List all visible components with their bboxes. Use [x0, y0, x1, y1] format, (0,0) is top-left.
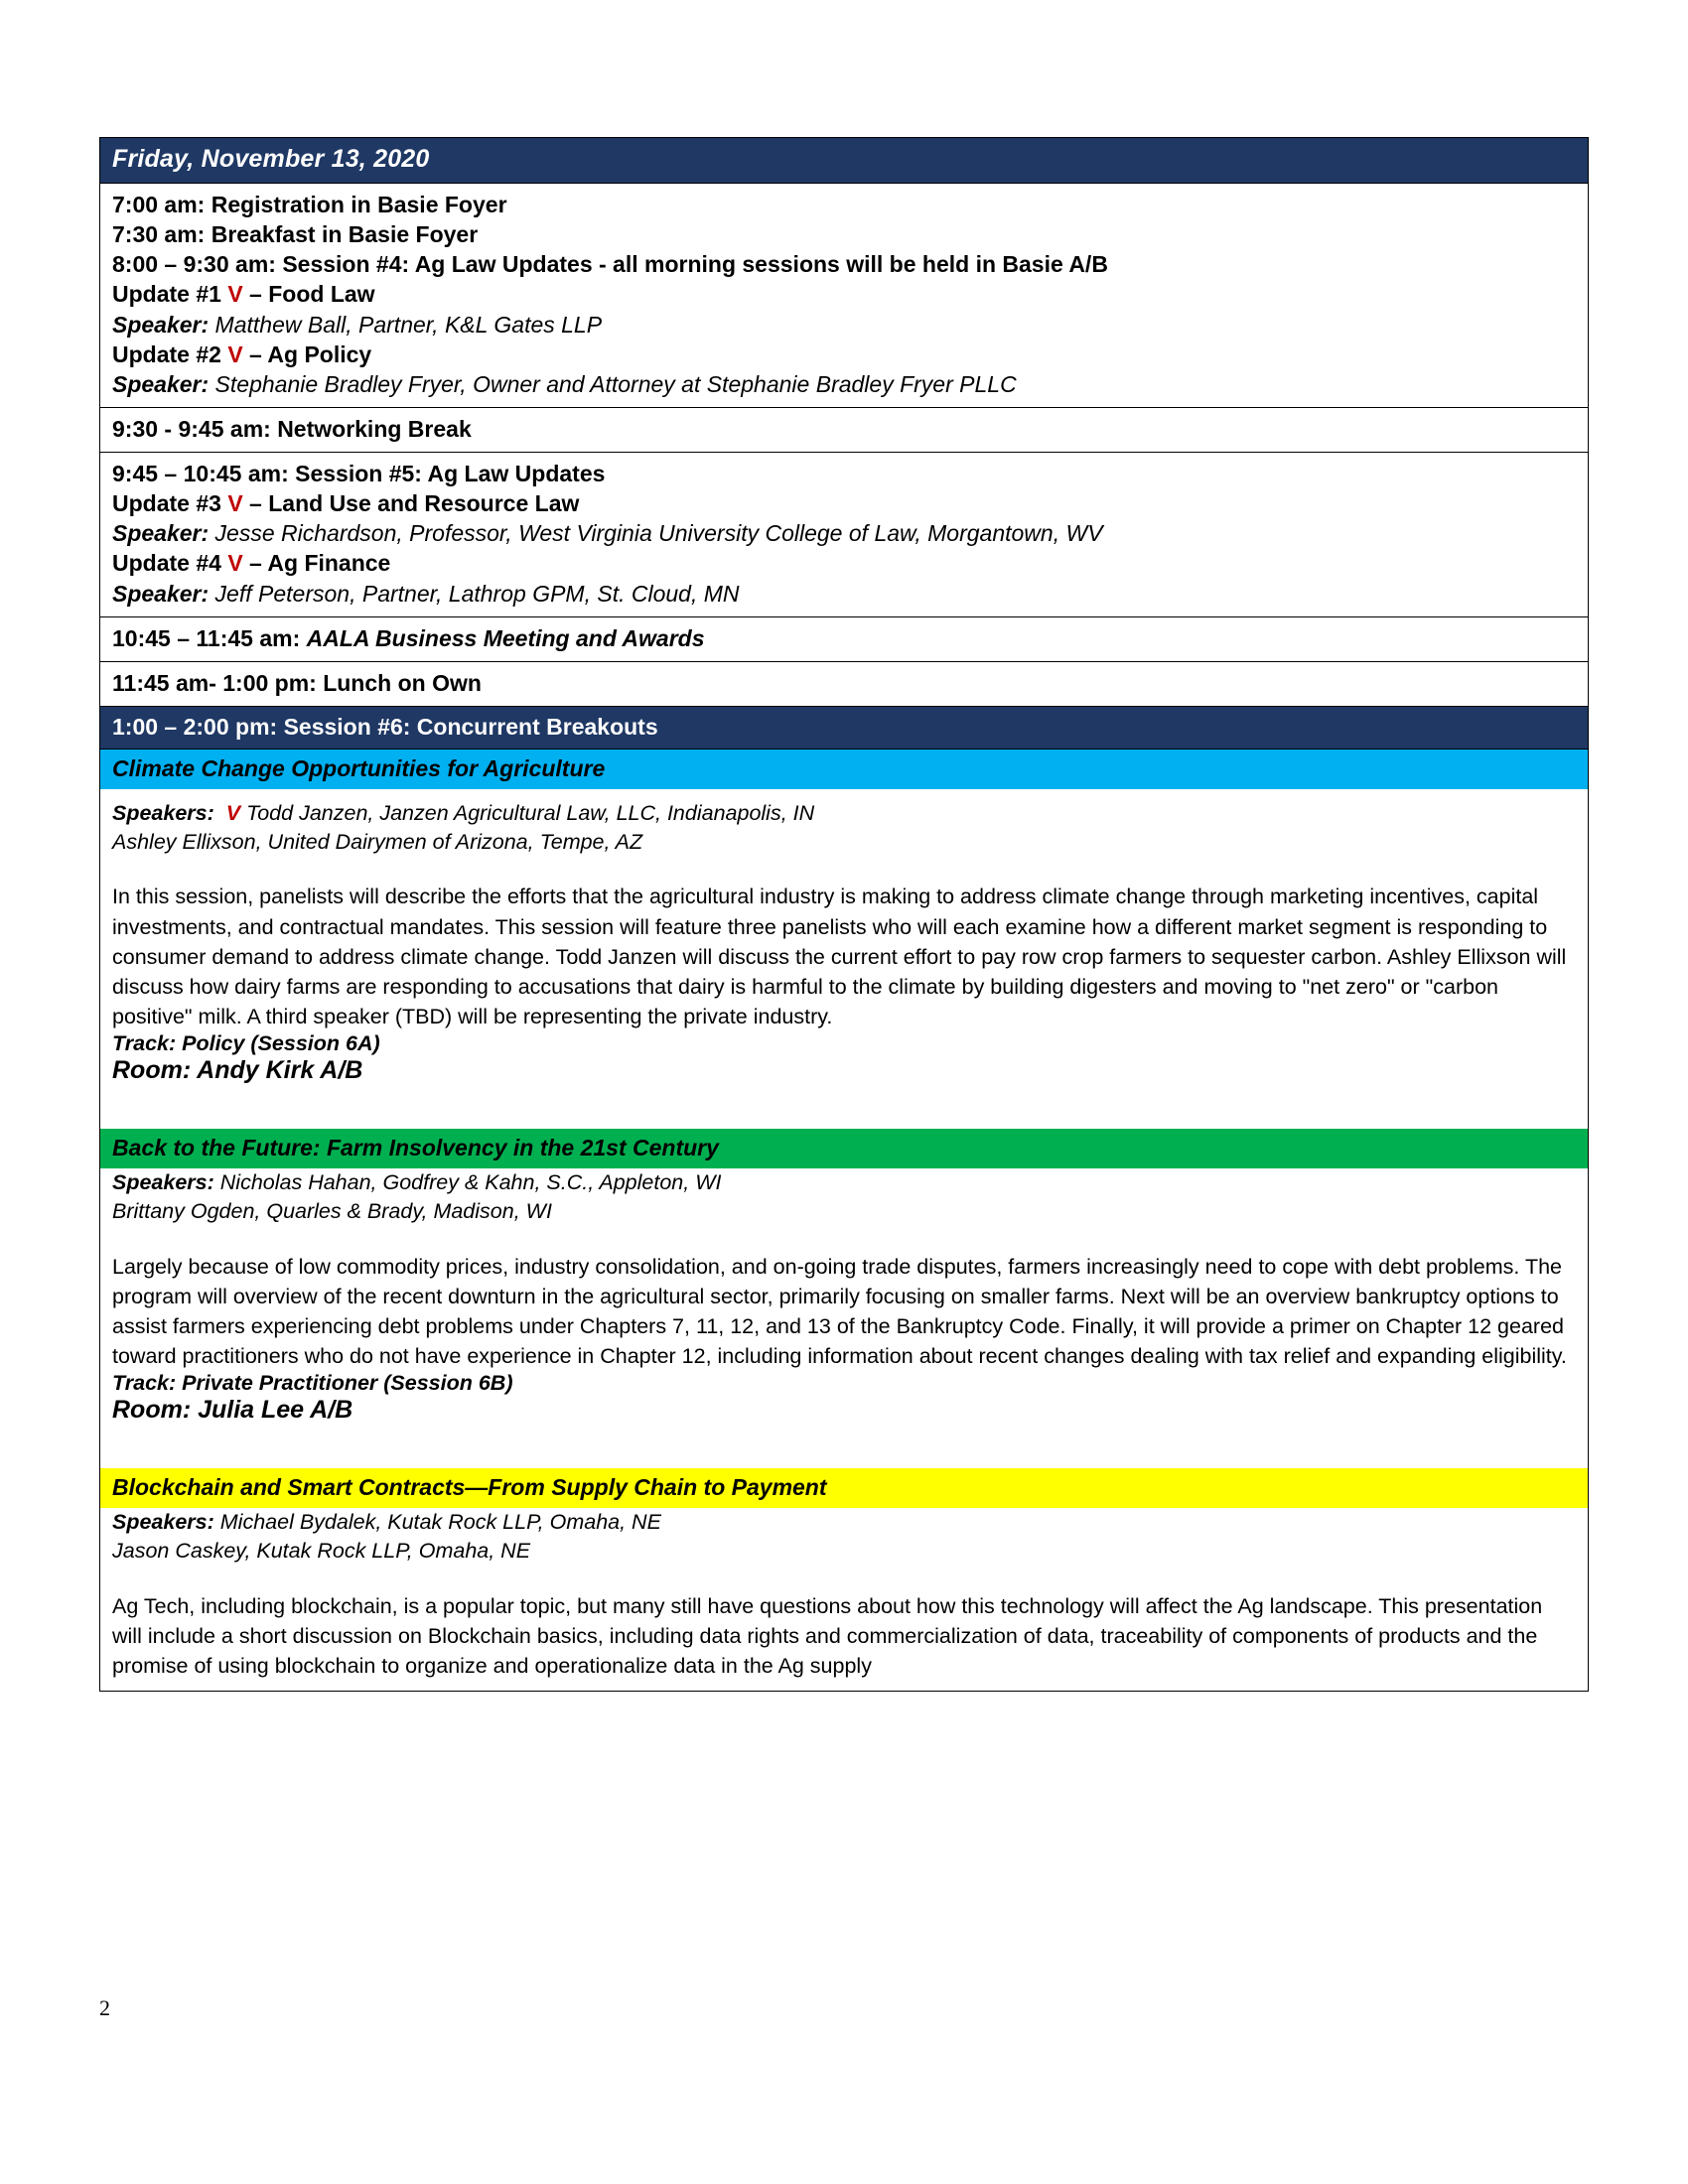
- speakers-line: [100, 1508, 1588, 1537]
- update-label: Update #4: [112, 550, 228, 577]
- day-header: Friday, November 13, 2020: [100, 138, 1588, 183]
- virtual-marker-icon: V: [225, 800, 241, 825]
- virtual-marker-icon: V: [227, 490, 243, 517]
- speakers-line: Ashley Ellixson, United Dairymen of Arizona, Tempe, AZ: [112, 829, 643, 854]
- speakers-line: [100, 1168, 1588, 1197]
- speakers-line: Jason Caskey, Kutak Rock LLP, Omaha, NE: [112, 1538, 531, 1563]
- table-row: [100, 184, 1589, 408]
- spacer: [100, 1425, 1588, 1468]
- breakout-title-farm-insolvency: Back to the Future: Farm Insolvency in the 21st Century: [100, 1129, 1588, 1168]
- morning-block-1: [100, 184, 1589, 408]
- update-title: – Ag Policy: [242, 341, 372, 367]
- agenda-line: [112, 310, 1578, 340]
- speakers-label: Speakers:: [112, 800, 214, 825]
- speakers-line: [100, 799, 1588, 828]
- speaker-name: Jesse Richardson, Professor, West Virginia University College of Law, Morgantown, WV: [209, 520, 1103, 547]
- agenda-table: [99, 137, 1589, 1692]
- agenda-line: [112, 518, 1578, 548]
- breakout-track: Track: Policy (Session 6A): [112, 1030, 380, 1055]
- spacer: [100, 789, 1588, 799]
- business-meeting-content: [100, 617, 1588, 661]
- breakout-cell-climate-change: [100, 749, 1589, 1691]
- breakout-room: Room: Andy Kirk A/B: [112, 1055, 363, 1084]
- agenda-line: [112, 488, 1578, 518]
- speakers-label: Speakers:: [112, 1169, 214, 1194]
- business-meeting-cell: [100, 616, 1589, 661]
- agenda-line: [112, 369, 1578, 399]
- breakout-room: Room: Julia Lee A/B: [112, 1395, 353, 1424]
- morning-block-2: [100, 453, 1589, 617]
- morning-block-1-content: [100, 184, 1588, 407]
- speaker-name: Jeff Peterson, Partner, Lathrop GPM, St. Cloud, MN: [209, 580, 740, 607]
- table-row: [100, 453, 1589, 617]
- agenda-line: [112, 579, 1578, 609]
- event-title: AALA Business Meeting and Awards: [306, 624, 705, 651]
- breakout-description: Largely because of low commodity prices, industry consolidation, and on-going trade disputes, farmers increasingly need to cope with debt problems. The program will overview of the recent downturn in the agricultural sector, primarily focusing on smaller farms. Next will be an overview bankruptcy options to assist farmers experiencing debt problems under Chapters 7, 11, 12, and 13 of the Bankruptcy Code. Finally, it will provide a primer on Chapter 12 geared toward practitioners who do not have experience in Chapter 12, including information about recent changes dealing with tax relief and expanding eligibility.: [112, 1254, 1567, 1368]
- day-header-cell: [100, 138, 1589, 184]
- update-title: – Ag Finance: [242, 550, 391, 577]
- agenda-line: [112, 340, 1578, 369]
- agenda-line: 7:30 am: Breakfast in Basie Foyer: [112, 221, 479, 248]
- time-label: 10:45 – 11:45 am:: [112, 624, 307, 651]
- spacer: [100, 856, 1588, 882]
- table-row: [100, 407, 1589, 452]
- speaker-label: Speaker:: [112, 311, 210, 338]
- update-label: Update #3: [112, 490, 228, 517]
- table-row-session-bar: [100, 706, 1589, 749]
- agenda-line: 7:00 am: Registration in Basie Foyer: [112, 192, 507, 217]
- agenda-line: [112, 548, 1578, 578]
- agenda-table-body: [100, 138, 1589, 1692]
- networking-break-cell: [100, 407, 1589, 452]
- agenda-line: [112, 279, 1578, 309]
- speaker-label: Speaker:: [112, 370, 210, 397]
- virtual-marker-icon: V: [227, 341, 243, 367]
- table-row: [100, 661, 1589, 706]
- speaker-label: Speaker:: [112, 520, 210, 547]
- agenda-line: 9:30 - 9:45 am: Networking Break: [112, 415, 472, 442]
- agenda-line: 8:00 – 9:30 am: Session #4: Ag Law Updates - all morning sessions will be held in Basie A/B: [112, 251, 1108, 278]
- networking-break-content: [100, 408, 1588, 452]
- speaker-name: Todd Janzen, Janzen Agricultural Law, LLC, Indianapolis, IN: [240, 800, 815, 825]
- speaker-name: Matthew Ball, Partner, K&L Gates LLP: [209, 311, 603, 338]
- session-header: 1:00 – 2:00 pm: Session #6: Concurrent Breakouts: [100, 707, 1588, 749]
- table-row-breakout: [100, 749, 1589, 1691]
- speaker-label: Speaker:: [112, 580, 210, 607]
- speaker-name: Stephanie Bradley Fryer, Owner and Attorney at Stephanie Bradley Fryer PLLC: [209, 370, 1017, 397]
- table-row: [100, 616, 1589, 661]
- session-bar-cell: [100, 706, 1589, 749]
- speaker-name: Nicholas Hahan, Godfrey & Kahn, S.C., Appleton, WI: [213, 1169, 722, 1194]
- spacer: [100, 1566, 1588, 1591]
- breakout-title-blockchain: Blockchain and Smart Contracts—From Supply Chain to Payment: [100, 1468, 1588, 1508]
- update-label: Update #1: [112, 281, 228, 308]
- virtual-marker-icon: V: [227, 281, 243, 308]
- speakers-line: Brittany Ogden, Quarles & Brady, Madison, WI: [112, 1198, 552, 1223]
- lunch-cell: [100, 661, 1589, 706]
- page-number: 2: [99, 1995, 110, 2020]
- update-title: – Land Use and Resource Law: [242, 490, 580, 517]
- agenda-line: [112, 623, 1578, 653]
- speaker-name: Michael Bydalek, Kutak Rock LLP, Omaha, NE: [213, 1509, 661, 1534]
- spacer: [100, 1085, 1588, 1129]
- table-row-day-header: [100, 138, 1589, 184]
- lunch-content: [100, 662, 1588, 706]
- agenda-line: 9:45 – 10:45 am: Session #5: Ag Law Updates: [112, 461, 606, 486]
- spacer: [100, 1681, 1588, 1691]
- breakout-description: In this session, panelists will describe the efforts that the agricultural industry is making to address climate change through marketing incentives, capital investments, and contractual mandates. This session will feature three panelists who will each examine how a different market segment is responding to consumer demand to address climate change. Todd Janzen will discuss the current effort to pay row crop farmers to sequester carbon. Ashley Ellixson will discuss how dairy farms are responding to accusations that dairy is harmful to the climate by building digesters and moving to "net zero" or "carbon positive" milk. A third speaker (TBD) will be representing the private industry.: [112, 885, 1567, 1028]
- breakout-description: Ag Tech, including blockchain, is a popular topic, but many still have questions about how this technology will affect the Ag landscape. This presentation will include a short discussion on Blockchain basics, including data rights and commercialization of data, traceability of components of products and the promise of using blockchain to organize and operationalize data in the Ag supply: [112, 1593, 1543, 1678]
- update-label: Update #2: [112, 341, 228, 367]
- morning-block-2-content: [100, 453, 1588, 616]
- speakers-label: Speakers:: [112, 1509, 214, 1534]
- spacer: [100, 1226, 1588, 1252]
- breakout-track: Track: Private Practitioner (Session 6B): [112, 1370, 513, 1395]
- update-title: – Food Law: [242, 281, 375, 308]
- agenda-line: 11:45 am- 1:00 pm: Lunch on Own: [112, 669, 482, 696]
- virtual-marker-icon: V: [227, 550, 243, 577]
- breakout-title-climate-change: Climate Change Opportunities for Agriculture: [100, 750, 1588, 789]
